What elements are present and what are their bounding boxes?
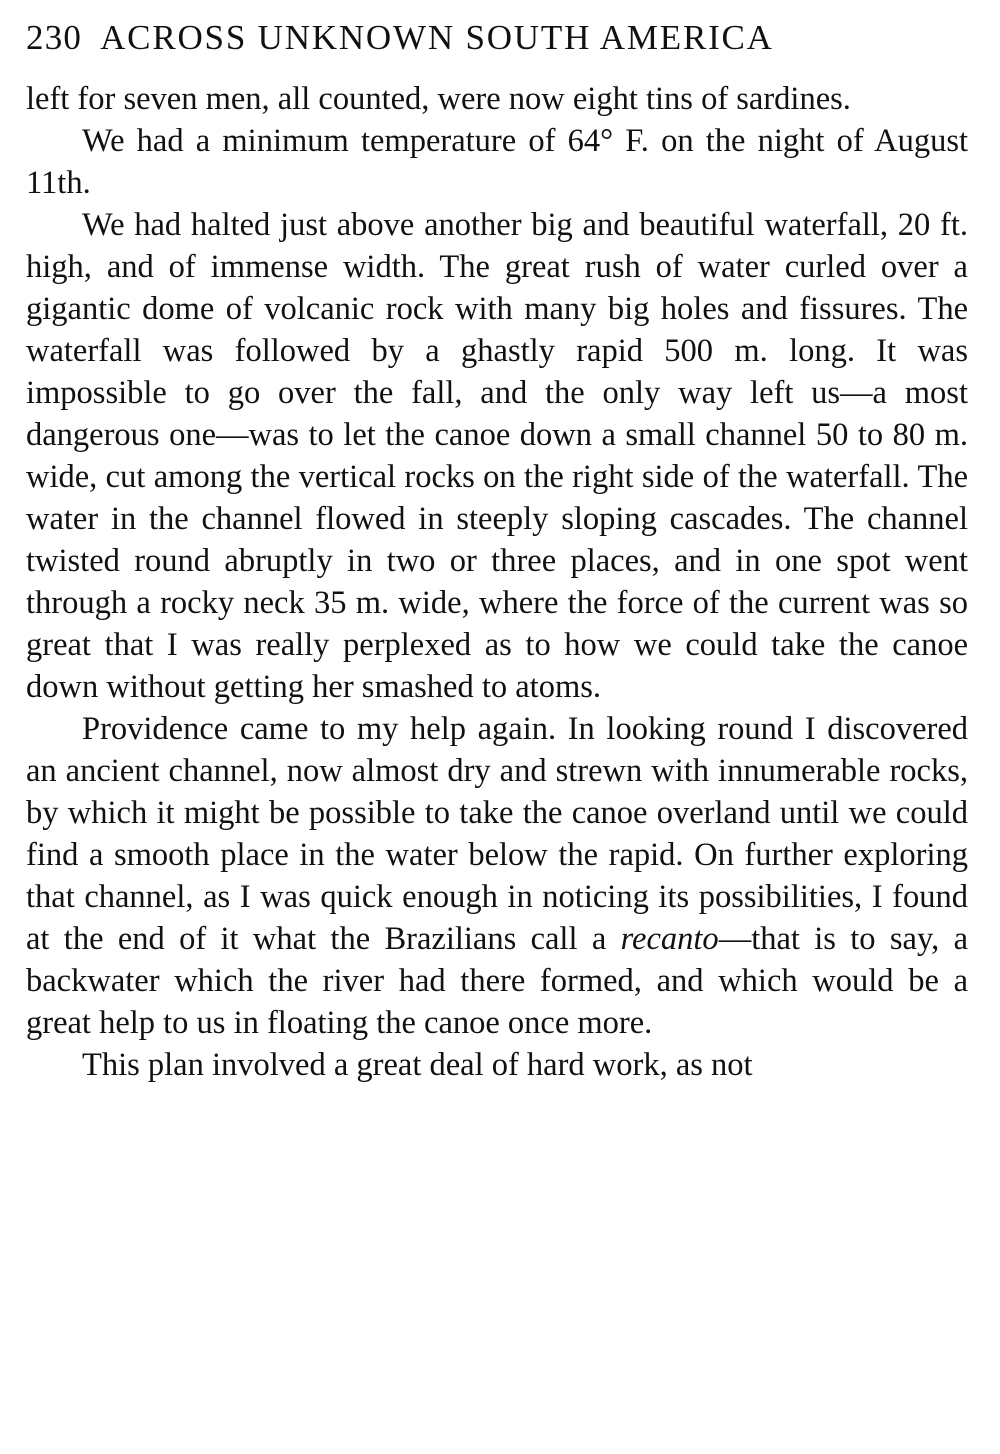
paragraph-providence-text-after: —that is to say, a backwater which the river had there formed, and which would be a great help to us in floating the canoe once more.: [26, 921, 969, 1041]
body-text: [26, 78, 968, 1086]
paragraph-waterfall: We had halted just above another big and beautiful waterfall, 20 ft. high, and of immense width. The great rush of water curled over a gigantic dome of volcanic rock with many big holes and fissures. The waterfall was followed by a ghastly rapid 500 m. long. It was impossible to go over the fall, and the only way left us—a most dangerous one—was to let the canoe down a small channel 50 to 80 m. wide, cut among the vertical rocks on the right side of the waterfall. The water in the channel flowed in steeply sloping cascades. The channel twisted round abruptly in two or three places, and in one spot went through a rocky neck 35 m. wide, where the force of the current was so great that I was really perplexed as to how we could take the canoe down without getting her smashed to atoms.: [26, 207, 968, 705]
page-number: 230: [26, 18, 83, 57]
paragraph-plan: This plan involved a great deal of hard work, as not: [82, 1047, 753, 1083]
paragraph-providence: [26, 708, 968, 1044]
paragraph-sardines: left for seven men, all counted, were now eight tins of sardines.: [26, 81, 851, 117]
italic-word-recanto: recanto: [620, 921, 719, 957]
running-head: [26, 14, 968, 62]
paragraph-providence-text: Providence came to my help again. In looking round I discovered an ancient channel, now almost dry and strewn with innumerable rocks, by which it might be possible to take the canoe overland until we could find a smooth place in the water below the rapid. On further exploring that channel, as I was quick enough in noticing its possibilities, I found at the end of it what the Brazilians call a: [26, 711, 968, 957]
running-title: ACROSS UNKNOWN SOUTH AMERICA: [100, 18, 774, 57]
paragraph-temperature: We had a minimum temperature of 64° F. on the night of August 11th.: [26, 123, 968, 201]
